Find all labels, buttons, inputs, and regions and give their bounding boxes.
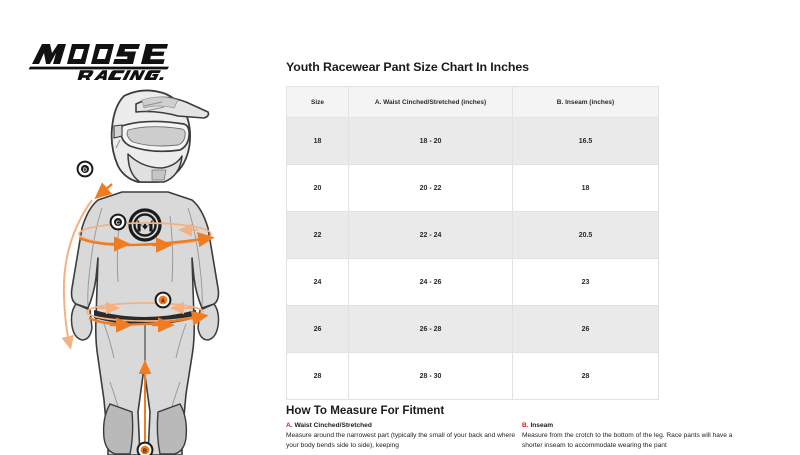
cell-waist: 26 - 28 [349,306,513,353]
how-to-measure-heading: How To Measure For Fitment [286,404,445,417]
marker-badge-c [111,215,126,230]
cell-inseam: 26 [513,306,659,353]
moose-racing-logo [28,34,178,80]
logo-mark [28,34,178,80]
chest-logo-icon [130,210,160,240]
cell-inseam: 28 [513,353,659,400]
column-header-size: Size [287,87,349,118]
column-header-inseam: B. Inseam (inches) [513,87,659,118]
marker-badge-d [78,162,93,177]
cell-waist: 28 - 30 [349,353,513,400]
cell-inseam: 23 [513,259,659,306]
how-to-letter-a: A. [286,422,293,429]
size-chart-panel [286,0,800,455]
table-row [287,306,659,353]
marker-badge-b [138,443,153,455]
how-to-letter-b: B. [522,422,529,429]
rider-measurement-illustration [32,82,267,455]
marker-label-a: A [161,298,165,305]
table-header-row [287,87,659,118]
table-row [287,259,659,306]
cell-size: 24 [287,259,349,306]
table-row [287,212,659,259]
size-chart-table [286,86,659,400]
marker-label-c: C [116,220,120,227]
how-to-heading-waist [286,421,518,430]
cell-inseam: 16.5 [513,118,659,165]
how-to-body-waist: Measure around the narrowest part (typically the small of your back and where your body bends side to side), keeping [286,432,516,449]
cell-waist: 20 - 22 [349,165,513,212]
column-header-waist: A. Waist Cinched/Stretched (inches) [349,87,513,118]
cell-inseam: 20.5 [513,212,659,259]
marker-label-b: B [143,448,147,455]
cell-size: 18 [287,118,349,165]
page-title: Youth Racewear Pant Size Chart In Inches [286,60,529,74]
how-to-title-waist: Waist Cinched/Stretched [294,422,372,429]
cell-size: 22 [287,212,349,259]
how-to-measure-item-inseam [522,421,754,450]
how-to-heading-inseam [522,421,754,430]
table-body [287,118,659,400]
table-row [287,165,659,212]
how-to-title-inseam: Inseam [530,422,554,429]
cell-waist: 24 - 26 [349,259,513,306]
cell-waist: 22 - 24 [349,212,513,259]
table-row [287,118,659,165]
helmet [112,90,209,182]
cell-size: 28 [287,353,349,400]
how-to-measure-item-waist [286,421,518,450]
how-to-body-inseam: Measure from the crotch to the bottom of the leg. Race pants will have a shorter inseam to accommodate wearing the pant [522,432,733,449]
rider-figure [32,82,267,455]
cell-size: 20 [287,165,349,212]
cell-size: 26 [287,306,349,353]
table-row [287,353,659,400]
cell-waist: 18 - 20 [349,118,513,165]
cell-inseam: 18 [513,165,659,212]
table-header [287,87,659,118]
marker-badge-a [156,293,171,308]
marker-label-d: D [83,167,87,174]
